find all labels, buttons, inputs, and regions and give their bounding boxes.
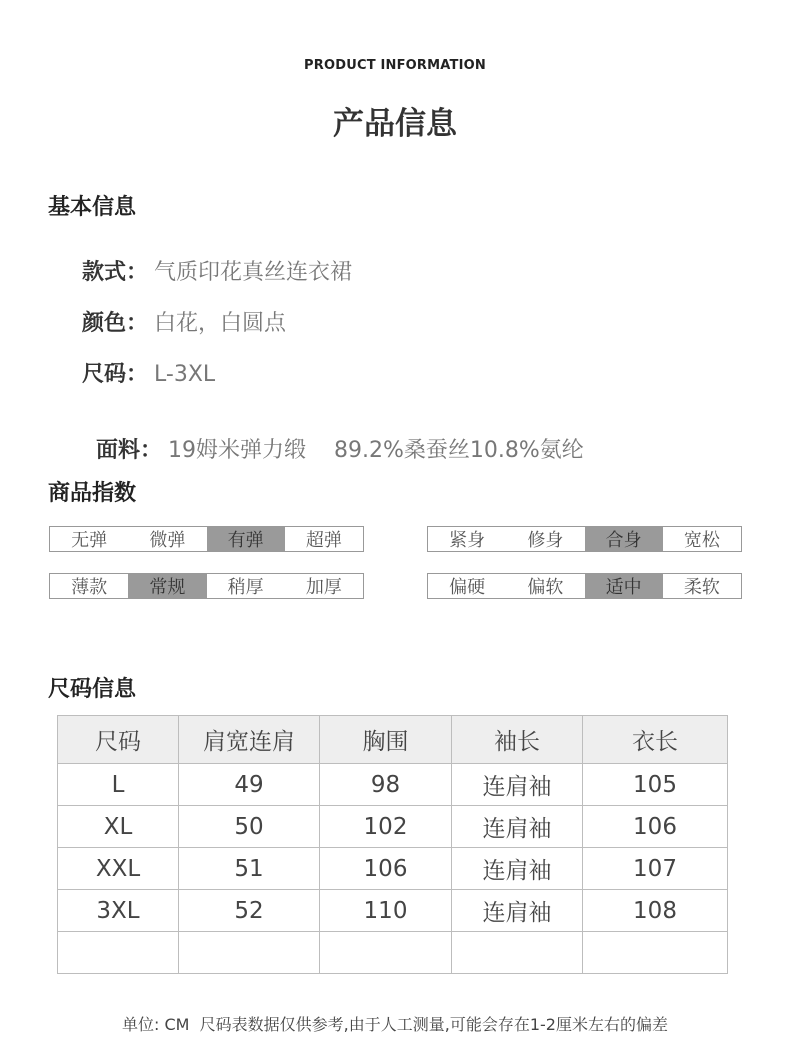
table-cell <box>58 932 179 974</box>
product-index-heading: 商品指数 <box>48 481 137 506</box>
table-row <box>58 848 728 890</box>
size-table <box>57 715 728 974</box>
elasticity-scale <box>49 526 364 552</box>
table-cell: XXL <box>58 848 179 890</box>
info-label: 尺码： <box>82 362 149 387</box>
thickness-scale <box>49 573 364 599</box>
scale-option: 稍厚 <box>227 577 264 598</box>
table-cell <box>320 932 452 974</box>
page-title: 产品信息 <box>333 106 457 142</box>
table-cell: 50 <box>179 806 320 848</box>
table-cell: 107 <box>583 848 728 890</box>
table-cell: 52 <box>179 890 320 932</box>
table-cell: 3XL <box>58 890 179 932</box>
table-cell: 106 <box>320 848 452 890</box>
column-header: 肩宽连肩 <box>179 716 320 764</box>
table-cell: 106 <box>583 806 728 848</box>
size-info-heading: 尺码信息 <box>48 677 137 702</box>
table-row <box>58 806 728 848</box>
scale-option: 紧身 <box>449 530 486 551</box>
fit-scale <box>427 526 742 552</box>
info-value: 白花，白圆点 <box>154 311 287 336</box>
table-cell: 108 <box>583 890 728 932</box>
scale-option: 有弹 <box>207 527 285 551</box>
info-row-size <box>82 357 215 388</box>
info-row-fabric <box>82 408 584 464</box>
table-row <box>58 764 728 806</box>
table-cell: 49 <box>179 764 320 806</box>
scale-option: 宽松 <box>683 530 720 551</box>
column-header: 胸围 <box>320 716 452 764</box>
scale-option: 超弹 <box>305 530 342 551</box>
column-header: 袖长 <box>452 716 583 764</box>
table-cell: 连肩袖 <box>452 890 583 932</box>
column-header: 尺码 <box>58 716 179 764</box>
table-cell <box>583 932 728 974</box>
scale-option: 偏硬 <box>449 577 486 598</box>
info-label: 面料： <box>96 438 163 463</box>
scale-option: 柔软 <box>683 577 720 598</box>
table-cell: 51 <box>179 848 320 890</box>
table-cell <box>179 932 320 974</box>
table-cell: 102 <box>320 806 452 848</box>
scale-option: 无弹 <box>71 530 108 551</box>
info-value: 19姆米弹力缎 89.2%桑蚕丝10.8%氨纶 <box>168 438 584 463</box>
info-row-style <box>82 255 352 286</box>
table-cell: 98 <box>320 764 452 806</box>
scale-option: 偏软 <box>527 577 564 598</box>
scale-option: 适中 <box>585 574 663 598</box>
scale-option: 加厚 <box>305 577 342 598</box>
table-cell: 连肩袖 <box>452 764 583 806</box>
table-cell: 连肩袖 <box>452 806 583 848</box>
info-label: 颜色： <box>82 311 149 336</box>
column-header: 衣长 <box>583 716 728 764</box>
softness-scale <box>427 573 742 599</box>
scale-option: 常规 <box>128 574 206 598</box>
info-value: 气质印花真丝连衣裙 <box>154 260 353 285</box>
scale-option: 薄款 <box>71 577 108 598</box>
scale-option: 修身 <box>527 530 564 551</box>
table-row <box>58 890 728 932</box>
info-row-color <box>82 306 286 337</box>
table-cell: 105 <box>583 764 728 806</box>
scale-option: 微弹 <box>149 530 186 551</box>
table-cell <box>452 932 583 974</box>
table-cell: 110 <box>320 890 452 932</box>
basic-info-heading: 基本信息 <box>48 195 137 220</box>
table-cell: L <box>58 764 179 806</box>
size-footnote: 单位: CM 尺码表数据仅供参考,由于人工测量,可能会存在1-2厘米左右的偏差 <box>122 1015 668 1034</box>
info-label: 款式： <box>82 260 149 285</box>
table-cell: 连肩袖 <box>452 848 583 890</box>
info-value: L-3XL <box>154 362 216 387</box>
table-cell: XL <box>58 806 179 848</box>
eyebrow-label: PRODUCT INFORMATION <box>304 58 486 73</box>
size-table-header-row <box>58 716 728 764</box>
table-row-empty <box>58 932 728 974</box>
scale-option: 合身 <box>585 527 663 551</box>
